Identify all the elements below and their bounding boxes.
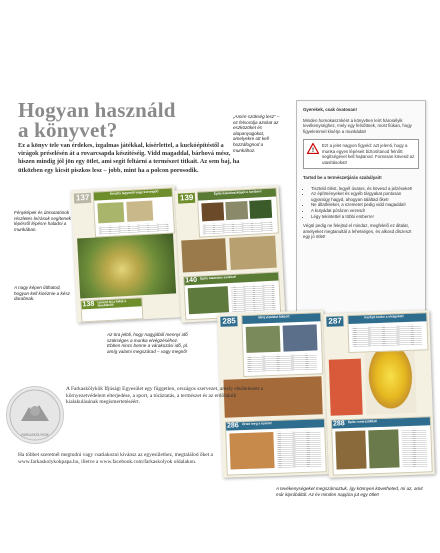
photo (229, 236, 277, 270)
photo (335, 431, 366, 470)
book-page-right (323, 310, 435, 478)
rules-heading: Tartsd be a természetjárás szabályait! (303, 175, 382, 180)
activity-number: 140 (185, 276, 198, 285)
activity-card (347, 312, 428, 353)
rules-list (297, 186, 425, 220)
photo (283, 324, 318, 351)
page-number: 139 (178, 193, 196, 204)
activity-number: 138 (82, 300, 95, 309)
safety-closing: Végül pedig ne felejtsd el mindaz, megfelelő ez általat, amelyeket megtanultál a lehetséges, és alkosd díszeszt egy jó ötlet! (303, 223, 412, 240)
safety-intro: Minden homokasznként a könyvben leírt hárosélyik tevékenységhez, mely egy felnőttnek, most fiúkan, hogy figyelemmel kísérje a munkádat! (303, 117, 412, 134)
page-number: 287 (326, 316, 344, 327)
title-line-2: a könyvet? (18, 118, 118, 142)
book-page-left (71, 185, 182, 322)
warning-box (303, 139, 419, 169)
photo (329, 359, 363, 416)
photo (181, 238, 227, 272)
photo (368, 429, 399, 468)
safety-heading: Gyerekek, csak óvatosan! (303, 107, 357, 112)
activity-card (80, 297, 143, 322)
intro-paragraph: Ez a könyv tele van érdekes, izgalmas játékkal, kísérlettel, a kuckóépítéstől a virágok préselésén át a rovarcsapda készítéséig. Vidd magaddal, bárhová mész, hiszen mindig jól jön egy ötlet, ami segít feltárni a természet titkait. Az sem baj, ha ütközben egy kicsit piszkos lesz – jobb, mint ha a polcon porosodik. (18, 142, 240, 174)
rule-item: • Tiszteld ölést, legyél óvatos, és kövesd a jelzéseket! (311, 186, 419, 192)
organization-logo (6, 386, 64, 444)
activity-title: Ismerd fel a fákat a levelükről! (97, 299, 127, 308)
organization-description: A Farkaskölykök Ifjúsági Egyesület egy független, országos szervezet, amely elkötelezett a környezetvédelem elterjedése, a sport, a túráztatás, a természet és az erdőlakók kialakulásának megismertetéséért. (66, 386, 263, 406)
rule-item: • A kutyádat pórázon vezesd! (311, 208, 419, 214)
activity-title: Őrizd meg a nyarat! (241, 421, 272, 427)
activity-card (197, 187, 279, 237)
annotation-numbering: A tevékenységeket megszámoztuk, így könnyen követheted, mi az, amit már kipróbáltál. Az év minden napjára jut egy ötlet! (276, 486, 423, 497)
annotation-pictures: A nagy képen láthatod, hogyan kell kinéznie a kész darabnak. (14, 285, 70, 302)
warning-text: Ezt a jelet nagyon figyeld: azt jelenti, hogy a munka egyes lépéseit biztosítanod felnőtt segítségével kell hajtanod. Fontosan kövesd az utasításokat! (322, 143, 415, 165)
activity-card (93, 187, 175, 237)
warning-icon (307, 143, 319, 154)
annotation-photos: Fényképek és útmutatónok részletes leírások segítenek lépésről lépésre haladni a munkában. (14, 210, 71, 232)
photo (246, 326, 281, 353)
activity-title: Mérj vízállást fákból! (258, 314, 290, 320)
activity-title: Kerítsd körbe a virágokat! (364, 314, 404, 320)
logo-label: FARKASKÖLYKÖK (21, 433, 49, 437)
activity-number: 286 (226, 422, 239, 430)
page-title (18, 100, 176, 140)
large-photo (77, 234, 176, 299)
activity-card (225, 418, 327, 475)
rule-item: • Légy tekintettel a többi emberre! (311, 214, 419, 220)
photo (126, 201, 153, 222)
page-number: 137 (74, 193, 92, 204)
activity-title: Építs kaleidoszkópot a kertben! (213, 189, 262, 196)
rule-item: • Ne állatfeleket, a szemetet pedig vidd magaddal! (311, 202, 419, 208)
photo (225, 201, 248, 220)
activity-number: 288 (332, 420, 345, 428)
photo (97, 202, 124, 223)
activity-title: Építs kalandos eszközt! (200, 274, 237, 281)
activity-title: Építs rovarszállást! (347, 419, 378, 425)
photo (249, 200, 272, 219)
large-photo (365, 351, 417, 415)
photo (201, 202, 224, 221)
activity-card (241, 312, 323, 377)
book-page-right (175, 185, 286, 322)
rule-item: • Az építményeket és egyéb tárgyakat pontosan ugyanúgy hagyd, ahogyan találtad őket! (311, 191, 419, 202)
svg-text:!: ! (312, 148, 314, 155)
activity-card (331, 416, 433, 475)
annotation-time: Az öra jelöli, hogy nagyjából mennyi idő szükséges a munka elvégzéséhez. Ebben nincs benne a várakozási idő, pl. amíg valami megszárad – vagy megnő! (107, 332, 189, 354)
contact-info: Ha többet szeretnél megtudni vagy csatlakozni kívánsz az egyesülethez, megtalálod őket a www.farkaskolykokpapa.hu, illetve a www.facebook.com/farkaskolyok oldalakon. (18, 452, 213, 465)
activity-title: Készíts legyezőt vagy korongot! (109, 189, 159, 196)
annotation-aside: „Amire szükség lesz” – ez felsorolja azokat az eszközöket és alapanyagokat, amelyekre ott kell hozzáfognod a munkához. (233, 114, 280, 153)
title-line-1: Hogyan használd (18, 98, 176, 122)
page-number: 285 (220, 316, 238, 327)
